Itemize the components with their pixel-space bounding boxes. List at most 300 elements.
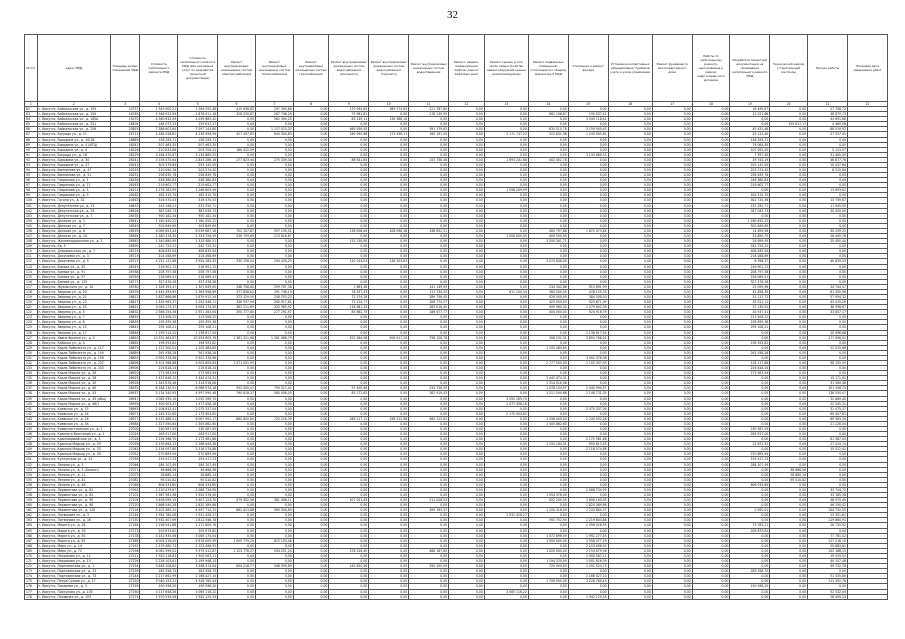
value-cell: 0,00: [608, 366, 652, 371]
value-cell: 0,00: [409, 223, 449, 228]
value-cell: 1 261 086,79: [255, 335, 293, 340]
value-cell: 0,00: [449, 482, 485, 487]
value-cell: 0,00: [293, 218, 329, 223]
value-cell: 27 414,74: [808, 442, 848, 447]
address-cell: г. Иркутск, Красных Мадьяр ул., д. 33: [37, 447, 110, 452]
value-cell: 0,00: [608, 376, 652, 381]
value-cell: 10 437,64: [808, 162, 848, 167]
value-cell: 0,00: [808, 213, 848, 218]
value-cell: 0,00: [449, 548, 485, 553]
value-cell: 27192: [111, 543, 140, 548]
row-number-cell: 94: [25, 168, 38, 173]
value-cell: 0,00: [652, 432, 692, 437]
value-cell: 136 550,47: [808, 391, 848, 396]
value-cell: 0,00: [293, 406, 329, 411]
value-cell: 0,00: [293, 381, 329, 386]
value-cell: 0,00: [608, 543, 652, 548]
value-cell: 0,00: [568, 427, 608, 432]
value-cell: 0,00: [770, 162, 808, 167]
value-cell: 0,00: [730, 447, 770, 452]
value-cell: 0,00: [652, 579, 692, 584]
value-cell: 4 928 760,43: [178, 579, 218, 584]
value-cell: 0,00: [329, 269, 369, 274]
value-cell: 0,00: [218, 208, 256, 213]
value-cell: 387 049,73: [140, 208, 178, 213]
value-cell: 1 663,36: [329, 284, 369, 289]
value-cell: 0,00: [692, 401, 730, 406]
value-cell: 26 699,93: [730, 239, 770, 244]
value-cell: 2 195 864,12: [140, 442, 178, 447]
value-cell: 0,00: [329, 401, 369, 406]
row-number-cell: 148: [25, 442, 38, 447]
value-cell: 0,00: [608, 162, 652, 167]
value-cell: 0,00: [608, 300, 652, 305]
value-cell: 27144: [111, 513, 140, 518]
value-cell: 0,00: [218, 487, 256, 492]
value-cell: 0,00: [329, 183, 369, 188]
value-cell: 5 003 809,83: [178, 360, 218, 365]
value-cell: 0,00: [409, 213, 449, 218]
value-cell: 0,00: [608, 503, 652, 508]
value-cell: 0,00: [608, 396, 652, 401]
value-cell: 43 691,68: [808, 117, 848, 122]
value-cell: 0,00: [652, 391, 692, 396]
value-cell: 203 574,42: [178, 168, 218, 173]
value-cell: 0,00: [409, 147, 449, 152]
address-cell: г. Иркутск, Бородина ул., д. 10/18: [37, 137, 110, 142]
row-number-cell: 113: [25, 264, 38, 269]
value-cell: 26768: [111, 269, 140, 274]
value-cell: 0,00: [293, 467, 329, 472]
value-cell: 0,00: [528, 452, 568, 457]
value-cell: 26955: [111, 401, 140, 406]
value-cell: 0,00: [218, 188, 256, 193]
value-cell: 13 221,86: [730, 112, 770, 117]
address-cell: г. Иркутск, Депутатская ул., д. 13: [37, 203, 110, 208]
value-cell: 0,00: [770, 487, 808, 492]
value-cell: 0,00: [369, 391, 409, 396]
value-cell: 0,00: [329, 518, 369, 523]
value-cell: 0,00: [484, 553, 528, 558]
value-cell: 0,00: [608, 487, 652, 492]
value-cell: 3 648 106,82: [140, 564, 178, 569]
value-cell: 0,00: [692, 117, 730, 122]
value-cell: 0,00: [449, 284, 485, 289]
row-number-cell: 109: [25, 244, 38, 249]
row-number-cell: 114: [25, 269, 38, 274]
value-cell: 0,00: [568, 371, 608, 376]
address-cell: г. Иркутск, Красного Восстания ул., д. 1: [37, 432, 110, 437]
value-cell: 31 475,37: [808, 406, 848, 411]
value-cell: 23 351,81: [808, 513, 848, 518]
value-cell: 3 142 935,06: [140, 533, 178, 538]
value-cell: 0,00: [608, 457, 652, 462]
value-cell: 0,00: [770, 188, 808, 193]
value-cell: 0,00: [293, 340, 329, 345]
value-cell: 0,00: [484, 564, 528, 569]
value-cell: 0,00: [770, 366, 808, 371]
value-cell: 0,00: [608, 203, 652, 208]
value-cell: 384 000,00: [528, 289, 568, 294]
value-cell: 0,00: [608, 188, 652, 193]
row-number-cell: 136: [25, 381, 38, 386]
value-cell: 0,00: [652, 401, 692, 406]
value-cell: 0,00: [369, 543, 409, 548]
value-cell: 0,00: [293, 228, 329, 233]
value-cell: 2 292 548,11: [178, 300, 218, 305]
value-cell: 0,00: [528, 482, 568, 487]
value-cell: 0,00: [293, 386, 329, 391]
value-cell: 0,00: [568, 173, 608, 178]
value-cell: 0,00: [528, 467, 568, 472]
value-cell: 0,00: [449, 437, 485, 442]
value-cell: 5 979 412,87: [178, 548, 218, 553]
value-cell: 0,00: [608, 112, 652, 117]
value-cell: 195 495,38: [178, 320, 218, 325]
value-cell: 0,00: [652, 147, 692, 152]
row-number-cell: 105: [25, 223, 38, 228]
row-number-cell: 90: [25, 147, 38, 152]
value-cell: 0,00: [293, 213, 329, 218]
value-cell: 2 551 283,04: [178, 310, 218, 315]
value-cell: 0,00: [608, 452, 652, 457]
value-cell: 0,00: [770, 310, 808, 315]
value-cell: 0,00: [692, 553, 730, 558]
value-cell: 0,00: [255, 122, 293, 127]
value-cell: 0,00: [770, 457, 808, 462]
value-cell: 0,00: [293, 350, 329, 355]
value-cell: 1 500 000,00: [528, 538, 568, 543]
value-cell: 0,00: [528, 173, 568, 178]
value-cell: 0,00: [484, 462, 528, 467]
value-cell: 0,00: [255, 366, 293, 371]
value-cell: 0,00: [608, 564, 652, 569]
value-cell: 0,00: [652, 335, 692, 340]
value-cell: 0,00: [484, 279, 528, 284]
value-cell: 27024: [111, 432, 140, 437]
value-cell: 0,00: [770, 493, 808, 498]
value-cell: 1 326 393,47: [140, 284, 178, 289]
value-cell: 24 744,47: [808, 284, 848, 289]
value-cell: 427 447,83: [218, 132, 256, 137]
address-cell: г. Иркутск, Некрасова ул., д. 11: [37, 553, 110, 558]
value-cell: 27066: [111, 462, 140, 467]
value-cell: 0,00: [255, 254, 293, 259]
value-cell: 0,00: [255, 432, 293, 437]
value-cell: 26846: [111, 330, 140, 335]
value-cell: 27120: [111, 503, 140, 508]
value-cell: 0,00: [369, 203, 409, 208]
value-cell: 0,00: [730, 396, 770, 401]
address-cell: г. Иркутск, Ермака ул., д. 97: [37, 274, 110, 279]
value-cell: 0,00: [293, 330, 329, 335]
value-cell: 1 171 737,22: [484, 132, 528, 137]
value-cell: 0,00: [409, 188, 449, 193]
value-cell: 0,00: [770, 274, 808, 279]
value-cell: 208 774,57: [409, 300, 449, 305]
value-cell: 0,00: [484, 442, 528, 447]
address-cell: г. Иркутск, Гаврилова ул., д. 11: [37, 183, 110, 188]
value-cell: 0,00: [692, 244, 730, 249]
value-cell: 0,00: [608, 178, 652, 183]
value-cell: 0,00: [449, 213, 485, 218]
value-cell: 210 090,26: [140, 168, 178, 173]
value-cell: 0,00: [652, 523, 692, 528]
value-cell: 0,00: [568, 325, 608, 330]
value-cell: 1 343 900,21: [140, 107, 178, 112]
value-cell: 0,00: [692, 107, 730, 112]
value-cell: 0,00: [369, 310, 409, 315]
value-cell: 0,00: [449, 381, 485, 386]
value-cell: 26 731,92: [808, 523, 848, 528]
value-cell: 26241: [111, 157, 140, 162]
value-cell: 0,00: [528, 213, 568, 218]
value-cell: 0,00: [369, 147, 409, 152]
value-cell: 0,00: [770, 289, 808, 294]
value-cell: 0,00: [449, 406, 485, 411]
value-cell: 0,00: [218, 462, 256, 467]
value-cell: 0,00: [293, 183, 329, 188]
value-cell: 0,00: [293, 523, 329, 528]
value-cell: 0,00: [608, 538, 652, 543]
value-cell: 0,00: [293, 508, 329, 513]
value-cell: 26535: [111, 213, 140, 218]
value-cell: 26971: [111, 411, 140, 416]
value-cell: 0,00: [770, 569, 808, 574]
value-cell: 0,00: [730, 391, 770, 396]
value-cell: 22 015,66: [808, 345, 848, 350]
value-cell: 0,00: [652, 188, 692, 193]
row-number-cell: 98: [25, 188, 38, 193]
value-cell: 1 340 880,95: [140, 239, 178, 244]
column-header: Разработка проектной документации на проведение капитального ремонта МКД: [730, 35, 770, 102]
address-cell: г. Иркутск, Карла Маркса ул., д. 45 (общ): [37, 396, 110, 401]
value-cell: 0,00: [409, 254, 449, 259]
column-number: 8: [293, 102, 329, 107]
value-cell: 27071: [111, 467, 140, 472]
value-cell: 0,00: [409, 401, 449, 406]
value-cell: 0,00: [608, 594, 652, 599]
value-cell: 1 105 484,85: [178, 345, 218, 350]
value-cell: 0,00: [449, 127, 485, 132]
value-cell: 0,00: [730, 543, 770, 548]
value-cell: 0,00: [484, 294, 528, 299]
value-cell: 0,00: [692, 147, 730, 152]
value-cell: 0,00: [692, 213, 730, 218]
value-cell: 26243: [111, 162, 140, 167]
value-cell: 26821: [111, 305, 140, 310]
value-cell: 0,00: [484, 467, 528, 472]
value-cell: 0,00: [218, 168, 256, 173]
value-cell: 1 264 292,48: [178, 107, 218, 112]
value-cell: 0,00: [692, 168, 730, 173]
value-cell: 0,00: [730, 355, 770, 360]
value-cell: 502 849,69: [178, 223, 218, 228]
value-cell: 36 666,56: [140, 467, 178, 472]
value-cell: 284 107,49: [730, 462, 770, 467]
value-cell: 0,00: [652, 325, 692, 330]
value-cell: 0,00: [528, 396, 568, 401]
value-cell: 0,00: [255, 589, 293, 594]
value-cell: 546 909,89: [255, 564, 293, 569]
value-cell: 1 160 450,22: [730, 218, 770, 223]
row-number-cell: 173: [25, 569, 38, 574]
value-cell: 0,00: [692, 310, 730, 315]
value-cell: 0,00: [293, 305, 329, 310]
value-cell: 4 997 990,48: [178, 391, 218, 396]
value-cell: 0,00: [449, 447, 485, 452]
value-cell: 0,00: [484, 416, 528, 421]
value-cell: 291 746,19: [255, 289, 293, 294]
value-cell: 0,00: [293, 355, 329, 360]
value-cell: 2 380 176,35: [140, 234, 178, 239]
table-header-row: [25, 35, 888, 102]
value-cell: 117 734,33: [409, 289, 449, 294]
value-cell: 381 408,11: [255, 498, 293, 503]
row-number-cell: 145: [25, 427, 38, 432]
value-cell: 0,00: [730, 477, 770, 482]
value-cell: 2 166 427,10: [178, 574, 218, 579]
value-cell: 6 168 130,91: [140, 386, 178, 391]
value-cell: 0,00: [484, 249, 528, 254]
value-cell: 26564: [111, 234, 140, 239]
value-cell: 3 065 174,04: [178, 533, 218, 538]
address-cell: г. Иркутск, Коммунистическая ул., д. 1: [37, 427, 110, 432]
value-cell: 0,00: [692, 208, 730, 213]
address-cell: г. Иркутск, Бограда ул., д. 11: [37, 132, 110, 137]
value-cell: 327 476,28: [140, 279, 178, 284]
value-cell: 0,00: [808, 137, 848, 142]
value-cell: 0,00: [652, 543, 692, 548]
value-cell: 0,00: [608, 249, 652, 254]
value-cell: 790 618,37: [218, 391, 256, 396]
value-cell: 0,00: [652, 127, 692, 132]
value-cell: 0,00: [449, 553, 485, 558]
value-cell: 0,00: [652, 264, 692, 269]
row-number-cell: 150: [25, 452, 38, 457]
value-cell: 0,00: [692, 157, 730, 162]
value-cell: 26906: [111, 366, 140, 371]
value-cell: 153 758,38: [409, 157, 449, 162]
value-cell: 0,00: [528, 411, 568, 416]
value-cell: 0,00: [255, 147, 293, 152]
value-cell: 0,00: [329, 421, 369, 426]
value-cell: 26835: [111, 315, 140, 320]
value-cell: 0,00: [218, 330, 256, 335]
value-cell: 0,00: [692, 528, 730, 533]
value-cell: 95 010,82: [770, 477, 808, 482]
value-cell: 0,00: [293, 137, 329, 142]
value-cell: 0,00: [484, 239, 528, 244]
value-cell: 428 000,00: [528, 294, 568, 299]
value-cell: 2 134 097,80: [140, 447, 178, 452]
value-cell: 0,00: [409, 193, 449, 198]
value-cell: 0,00: [808, 482, 848, 487]
value-cell: 2 175 904,82: [178, 411, 218, 416]
value-cell: 0,00: [692, 305, 730, 310]
row-number-cell: 176: [25, 584, 38, 589]
value-cell: 2 168 449,38: [178, 442, 218, 447]
value-cell: 0,00: [692, 538, 730, 543]
value-cell: 0,00: [692, 345, 730, 350]
value-cell: 0,00: [692, 487, 730, 492]
value-cell: 26262: [111, 193, 140, 198]
value-cell: 0,00: [528, 401, 568, 406]
value-cell: 0,00: [692, 178, 730, 183]
value-cell: 0,00: [608, 213, 652, 218]
value-cell: 0,00: [218, 518, 256, 523]
value-cell: 190 037,41: [568, 112, 608, 117]
value-cell: 160 191,43: [409, 132, 449, 137]
value-cell: 0,00: [528, 340, 568, 345]
address-cell: г. Иркутск, Байкальская ул., д. 256: [37, 127, 110, 132]
value-cell: 0,00: [369, 157, 409, 162]
value-cell: 0,00: [409, 503, 449, 508]
value-cell: 0,00: [293, 112, 329, 117]
value-cell: 0,00: [652, 371, 692, 376]
value-cell: 36 666,56: [178, 467, 218, 472]
value-cell: 196 593,82: [178, 340, 218, 345]
value-cell: 53 890,75: [730, 234, 770, 239]
value-cell: 0,00: [484, 381, 528, 386]
value-cell: 0,00: [608, 335, 652, 340]
value-cell: 0,00: [568, 249, 608, 254]
value-cell: 3 135 869,52: [178, 152, 218, 157]
value-cell: 4 251 122,68: [140, 259, 178, 264]
row-number-cell: 122: [25, 310, 38, 315]
value-cell: 278 139,55: [409, 112, 449, 117]
value-cell: 0,00: [528, 249, 568, 254]
value-cell: 316 470,03: [140, 198, 178, 203]
value-cell: 164 077,25: [140, 122, 178, 127]
value-cell: 1 194 320,04: [528, 559, 568, 564]
value-cell: 0,00: [329, 396, 369, 401]
value-cell: 0,00: [652, 223, 692, 228]
value-cell: 7 388 607,84: [140, 127, 178, 132]
value-cell: 26947: [111, 396, 140, 401]
value-cell: 0,00: [293, 533, 329, 538]
address-cell: г. Иркутск, Ермака ул., д. 35: [37, 264, 110, 269]
value-cell: 0,00: [808, 350, 848, 355]
value-cell: 27211: [111, 553, 140, 558]
value-cell: 0,00: [369, 234, 409, 239]
value-cell: 0,00: [652, 518, 692, 523]
value-cell: 0,00: [293, 284, 329, 289]
value-cell: 0,00: [568, 223, 608, 228]
value-cell: 0,00: [369, 254, 409, 259]
value-cell: 0,00: [369, 193, 409, 198]
value-cell: 0,00: [528, 432, 568, 437]
value-cell: 177 056,01: [808, 335, 848, 340]
address-cell: г. Иркутск, Лермонтова ул., д. 81: [37, 487, 110, 492]
value-cell: 0,00: [449, 157, 485, 162]
value-cell: 0,00: [255, 472, 293, 477]
value-cell: 0,00: [692, 416, 730, 421]
value-cell: 0,00: [484, 228, 528, 233]
value-cell: 0,00: [293, 553, 329, 558]
value-cell: 0,00: [293, 234, 329, 239]
address-cell: г. Иркутск, Гаврилова ул., д. 1: [37, 178, 110, 183]
value-cell: 69 407,83: [808, 411, 848, 416]
value-cell: 0,00: [409, 279, 449, 284]
value-cell: 0,00: [608, 107, 652, 112]
value-cell: 5 101 968,88: [140, 360, 178, 365]
value-cell: 0,00: [770, 152, 808, 157]
value-cell: 0,00: [652, 366, 692, 371]
value-cell: 0,00: [692, 300, 730, 305]
value-cell: 382 211,69: [218, 305, 256, 310]
value-cell: 0,00: [255, 203, 293, 208]
